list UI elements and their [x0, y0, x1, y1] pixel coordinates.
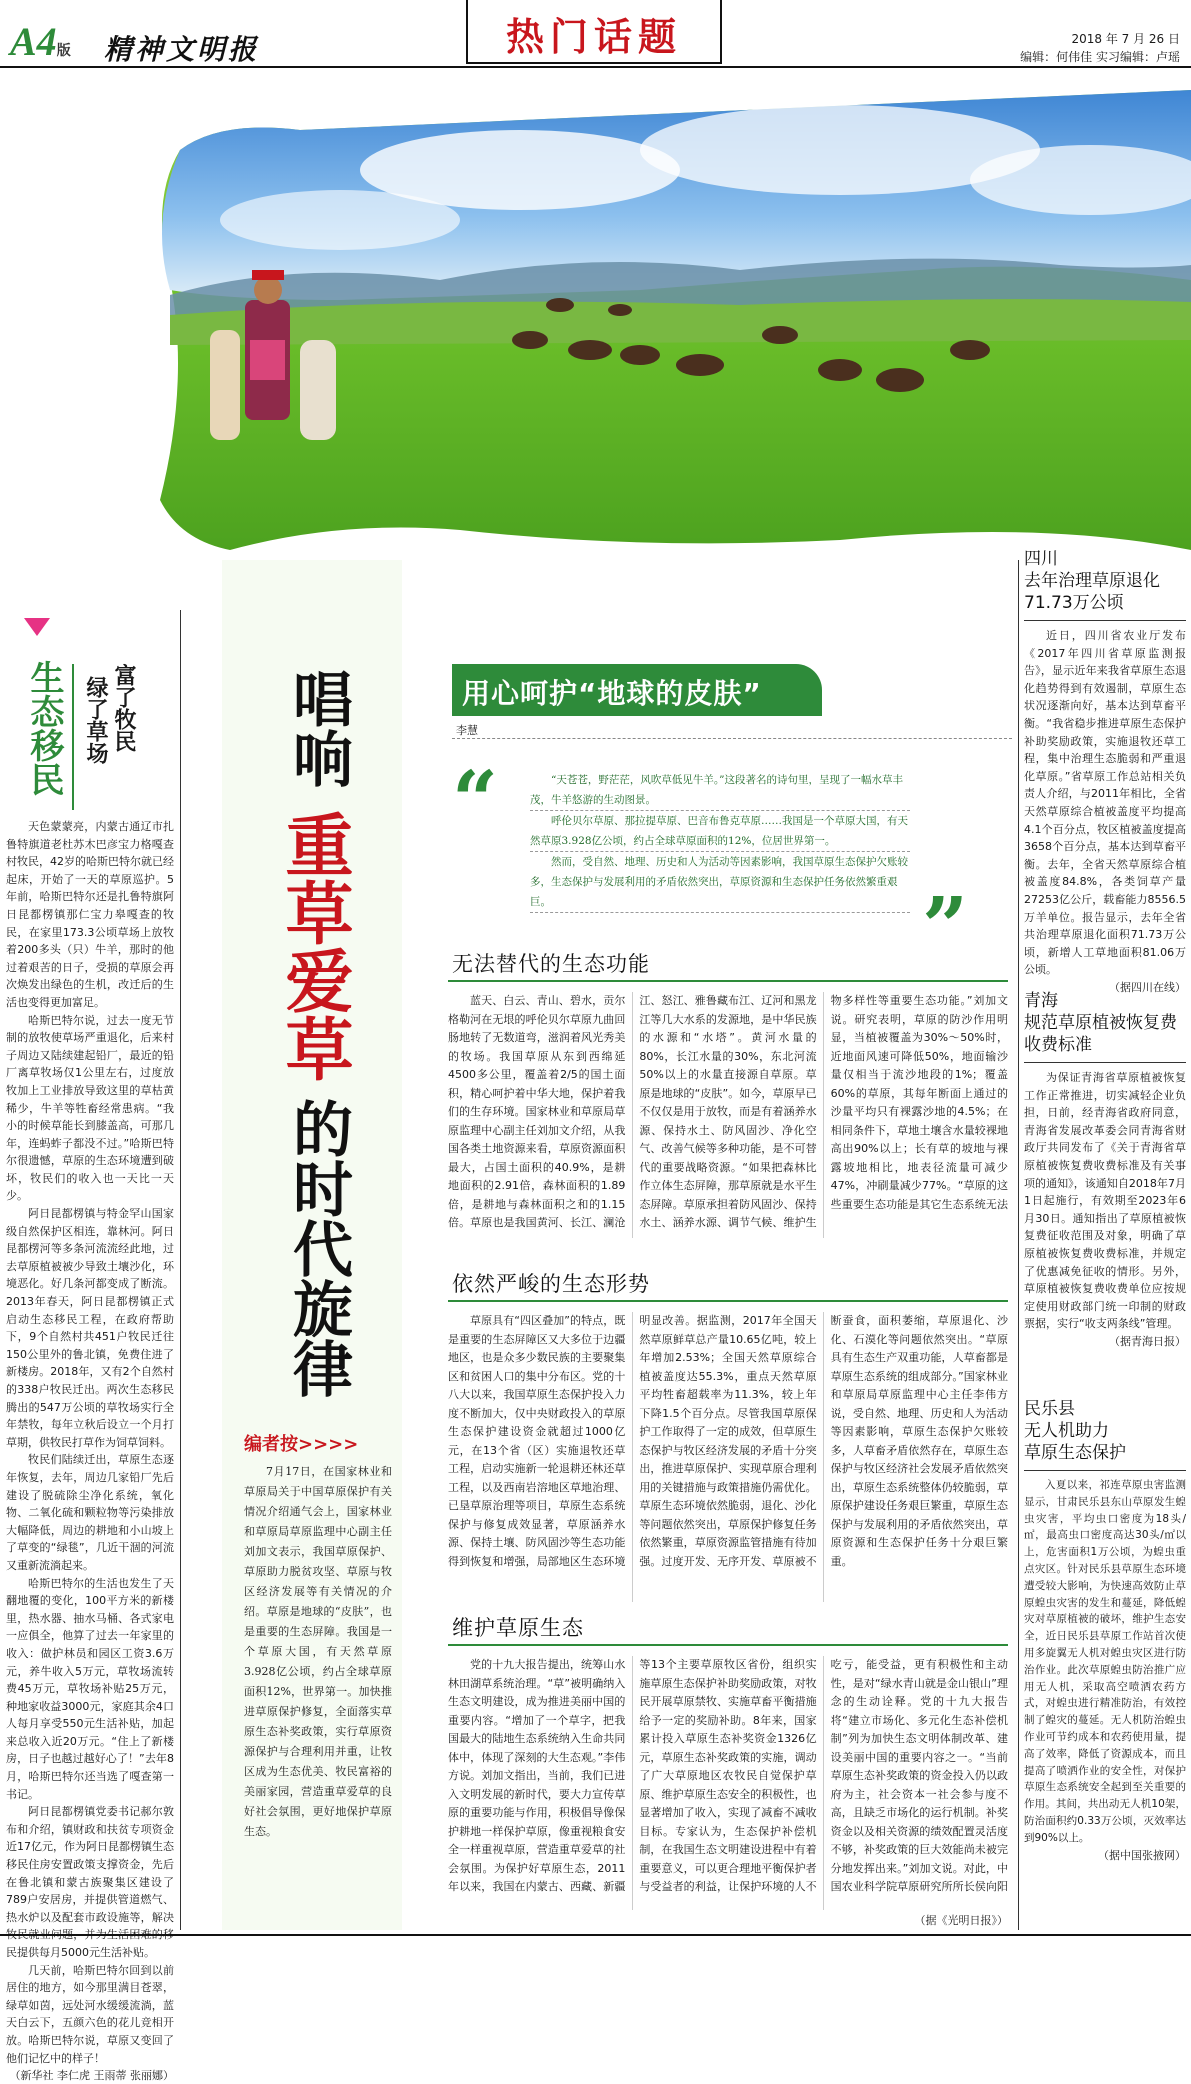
headline-part-1: 唱响	[283, 668, 353, 788]
page-header	[0, 0, 1191, 80]
feature-quote	[530, 770, 910, 913]
brief-qinghai-region: 青海	[1024, 991, 1058, 1011]
left-story	[6, 818, 174, 2084]
left-credit: （新华社 李仁虎 王雨蒂 张丽娜）	[9, 2069, 174, 2083]
brief-minle-region: 民乐县	[1024, 1399, 1075, 1419]
section-3-body	[448, 1656, 1008, 1910]
hero-photo	[140, 80, 1191, 560]
masthead: 精神文明报	[104, 33, 260, 66]
quote-line-1: “天苍苍，野茫茫，风吹草低见牛羊。”这段著名的诗句里，呈现了一幅水草丰茂，牛羊悠游的生动图景。	[530, 770, 910, 811]
feature-top-rule	[452, 738, 1012, 739]
issue-date: 2018 年 7 月 26 日	[1071, 32, 1180, 46]
left-para-4: 牧民们陆续迁出，草原生态逐年恢复，去年，周边几家铅厂先后建设了脱硫除尘净化系统，氧化物、二氧化硫和颗粒物等污染排放大幅降低，周边的耕地和小山坡上了草变的“绿毯”，几近干涸的河流又重新流淌起来。	[6, 1453, 174, 1572]
brief-qinghai	[1024, 990, 1186, 1350]
quote-close-mark: ”	[922, 879, 969, 973]
left-tag-divider	[72, 664, 74, 810]
left-para-5: 哈斯巴特尔的生活也发生了天翻地覆的变化，100平方米的新楼里，热水器、抽水马桶、各式家电一应俱全，他算了过去一年家里的收入：做护林员和园区工资3.6万元，养牛收入5万元，草牧场流转费45万元，草牧场补贴25万元，种地家收益3000元，家庭其余4口人每月享受550元生活补贴，加起来总收入近20万元。“住上了新楼房，日子也越过越好心了！”去年8月，哈斯巴特尔还当选了嘎查第一书记。	[6, 1576, 174, 1801]
section-3-rule	[448, 1644, 1008, 1646]
left-title-2: 绿了草场	[83, 676, 108, 764]
editors: 编辑：何伟佳 实习编辑：卢瑶	[1020, 50, 1180, 64]
page-number	[10, 18, 71, 65]
footer-rule	[0, 1934, 1191, 1936]
brief-sichuan-rule	[1024, 620, 1186, 621]
brief-sichuan-source: （据四川在线）	[1109, 980, 1186, 994]
left-tag: 生态移民	[24, 660, 64, 796]
feature-title: 用心呵护“地球的皮肤”	[462, 677, 762, 710]
brief-sichuan-region: 四川	[1024, 549, 1058, 569]
brief-minle-rule	[1024, 1470, 1186, 1471]
section-2-title: 依然严峻的生态形势	[452, 1272, 650, 1296]
brief-minle-text: 入夏以来，祁连草原虫害监测显示，甘肃民乐县东山草原发生蝗虫灾害，平均虫口密度为18头/㎡，最高虫口密度高达30头/㎡以上，危害面积1万公顷，为蝗虫重点灾区。针对民乐县草原生态环境遭受较大影响，为快速高效防止草原蝗虫灾害的发生和蔓延，降低蝗灾对草原植被的破坏，维护生态安全，近日民乐县草原工作站首次使用多旋翼无人机对蝗虫灾区进行防治作业。此次草原蝗虫防治推广应用无人机，采取高空喷洒农药方式，对蝗虫进行精准防治，有效控制了蝗灾的蔓延。无人机防治蝗虫作业可节约成本和农药使用量，提高了效率，降低了资源成本，而且提高了喷洒作业的安全性，对保护草原生态系统安全起到至关重要的作用。其间，共出动无人机10架，防治面积约0.33万公顷，灭效率达到90%以上。	[1024, 1479, 1186, 1844]
section-3-title: 维护草原生态	[452, 1616, 584, 1640]
brief-sichuan	[1024, 548, 1186, 996]
brief-sichuan-text: 近日，四川省农业厅发布《2017年四川省草原监测报告》，显示近年来我省草原生态退化趋势得到有效遏制，草原生态状况逐渐向好，基本达到草畜平衡。“我省稳步推进草原生态保护补助奖励政策，实施退牧还草工程，集中治理生态脆弱和严重退化草原。”省草原工作总站相关负责人介绍，与2011年相比，全省天然草原综合植被盖度平均提高4.1个百分点，牧区植被盖度提高3658个百分点，基本达到草畜平衡。去年，全省天然草原综合植被盖度84.8%，各类饲草产量27253亿公斤，载畜能力8556.5万羊单位。报告显示，去年全省共治理草原退化面积71.73万公顷，新增人工草地面积81.06万公顷。	[1024, 629, 1186, 977]
section-1-rule	[448, 980, 1008, 982]
brief-qinghai-rule	[1024, 1062, 1186, 1063]
editor-note-body: 7月17日，在国家林业和草原局关于中国草原保护有关情况介绍通气会上，国家林业和草原局草原监理中心副主任刘加文表示，我国草原保护、草原助力脱贫攻坚、草原与牧区经济发展等有关情况的介绍。草原是地球的“皮肤”，也是重要的生态屏障。我国是一个草原大国，有天然草原3.928亿公顷，约占全球草原面积12%，世界第一。加快推进草原保护修复，全面落实草原生态补奖政策，实行草原资源保护与合理利用并重，让牧区成为生态优美、牧民富裕的美丽家园，营造重草爱草的良好社会氛围，更好地保护草原生态。	[244, 1465, 392, 1838]
section-1-text: 蓝天、白云、青山、碧水，贡尔格勒河在无垠的呼伦贝尔草原九曲回肠地转了无数道弯，滋润着风光秀美的牧场。我国草原从东到西绵延4500多公里，覆盖着2/5的国土面积，精心呵护着中华大地，保护着我们的生存环境。国家林业和草原局草原监理中心副主任刘加文介绍，从我国各类土地资源来看，草原资源面积最大，占国土面积的40.9%，是耕地面积的2.91倍，森林面积的1.89倍，是耕地与森林面积之和的1.15倍。草原也是我国黄河、长江、澜沧江、怒江、雅鲁藏布江、辽河和黑龙江等几大水系的发源地，是中华民族的水源和“水塔”。黄河水量的80%，长江水量的30%，东北河流50%以上的水量直接源自草原。草原是地球的“皮肤”。如今，草原早已不仅仅是用于放牧，而是有着涵养水源、保持水土、防风固沙、净化空气、改善气候等多种功能，是不可替代的重要战略资源。“如果把森林比作立体生态屏障，那草原就是水平生态屏障。草原承担着防风固沙、保持水土、涵养水源、调节气候、维护生物多样性等重要生态功能。”刘加文说。研究表明，草原的防沙作用明显，当植被覆盖为30%～50%时，近地面风速可降低50%，地面输沙量仅相当于流沙地段的1%；覆盖60%的草原，其每年断面上通过的沙量平均只有裸露沙地的4.5%；在相同条件下，草地土壤含水量较裸地高出90%以上；长有草的坡地与裸露坡地相比，地表径流量可减少47%，冲刷量减少77%。“草原的这些重要生态功能是其它生态系统无法	[448, 994, 1008, 1229]
section-2-text: 草原具有“四区叠加”的特点，既是重要的生态屏障区又大多位于边疆地区，也是众多少数民族的主要聚集区和贫困人口的集中分布区。党的十八大以来，我国草原生态保护投入力度不断加大，仅中央财政投入的草原生态保护建设资金就超过1000亿元，在13个省（区）实施退牧还草工程，启动实施新一轮退耕还林还草工程，以及西南岩溶地区草地治理、已垦草原治理等项目，草原生态系统保护与修复成效显著，草原涵养水源、保持土壤、防风固沙等生态功能得到恢复和增强，局部地区生态环境明显改善。据监测，2017年全国天然草原鲜草总产量10.65亿吨，较上年增加2.53%；全国天然草原综合植被盖度达55.3%，重点天然草原平均牲畜超载率为11.3%，较上年下降1.5个百分点。尽管我国草原保护工作取得了一定的成效，但草原生态保护与牧区经济发展的矛盾十分突出，推进草原保护、实现草原合理利用的关键措施与政策措施仍需优化。草原生态环境依然脆弱，退化、沙化等问题依然突出，草原保护修复任务依然繁重，草原资源监管措施有待加强。过度开发、无序开发、草原被不断蚕食，面积萎缩，草原退化、沙化、石漠化等问题依然突出。“草原具有生态生产双重功能，人草畜都是草原生态系统的组成部分。”国家林业和草原局草原监理中心主任李伟方说，受自然、地理、历史和人为活动等因素影响，草原生态保护欠账较多，人草畜矛盾依然存在，草原生态保护与牧区经济社会发展矛盾依然突出，草原生态系统整体仍较脆弱，草原保护建设任务艰巨繁重，草原生态保护与发展利用的矛盾依然突出，草原资源和生态保护任务十分艰巨繁重。	[448, 1314, 1008, 1568]
brief-qinghai-text: 为保证青海省草原植被恢复工作正常推进，切实减轻企业负担，日前，经青海省政府同意，青海省发展改革委会同青海省财政厅共同发布了《关于青海省草原植被恢复费收费标准及有关事项的通知》，该通知自2018年7月1日起施行，有效期至2023年6月30日。通知指出了草原植被恢复费征收范围及对象，明确了草原植被恢复费收费标准，并规定了优惠减免征收的情形。另外，草原植被恢复费收费单位应按规定使用财政部门统一印制的财政票据，实行“收支两条线”管理。	[1024, 1071, 1186, 1331]
grassland-photo-svg	[140, 80, 1191, 560]
section-1-title: 无法替代的生态功能	[452, 952, 650, 976]
left-para-2: 哈斯巴特尔说，过去一度无节制的放牧使草场严重退化，后来村子周边又陆续建起铅厂，最近的铅厂离草牧场仅1公里左右，过度放牧加上工业排放导致这里的草枯黄稀少，牛羊等牲畜经常患病。“我小的时候草能长到膝盖高，可那几年，连蚂蚱子都没不过。”哈斯巴特尔很遗憾，草原的生态环境遭到破坏，牧民们的收入也一天比一天少。	[6, 1013, 174, 1203]
quote-line-3: 然而，受自然、地理、历史和人为活动等因素影响，我国草原生态保护欠账较多，生态保护与发展利用的矛盾依然突出，草原资源和生态保护任务依然繁重艰巨。	[530, 852, 910, 913]
section-1-body	[448, 992, 1008, 1238]
section-2-rule	[448, 1300, 1008, 1302]
brief-sichuan-title: 去年治理草原退化 71.73万公顷	[1024, 571, 1160, 613]
header-rule	[0, 66, 1191, 68]
headline-part-2: 重草爱草	[274, 810, 354, 1082]
section-2-body	[448, 1312, 1008, 1602]
section-title: 热门话题	[505, 15, 682, 59]
brief-minle-body	[1024, 1477, 1186, 1847]
quote-line-2: 呼伦贝尔草原、那拉提草原、巴音布鲁克草原……我国是一个草原大国，有天然草原3.928亿公顷，约占全球草原面积的12%，位居世界第一。	[530, 811, 910, 852]
section-title-box	[466, 0, 722, 64]
page-suffix: 版	[56, 44, 71, 59]
left-para-7: 几天前，哈斯巴特尔回到以前居住的地方，如今那里满目苍翠，绿草如茵，远处河水缓缓流淌，蓝天白云下，五颜六色的花儿竞相开放。哈斯巴特尔说，草原又变回了他们记忆中的样子！	[6, 1963, 174, 2065]
left-para-3: 阿日昆都楞镇与特金罕山国家级自然保护区相连，靠林河。阿日昆都楞河等多条河流流经此地，过去草原植被被少导致土壤沙化，环境恶化。好几条河都变成了断流。2013年春天，阿日昆都楞镇正式启动生态移民工程，在政府帮助下，9个自然村共451户牧民迁往150公里外的鲁北镇，免费住进了新楼房。2018年，又有2个自然村的338户牧民迁出。两次生态移民腾出的547万公顷的草牧场实行全年禁牧，每年立秋后设立一个月打草期，供牧民打草作为饲草饲料。	[6, 1207, 174, 1449]
brief-qinghai-source: （据青海日报）	[1109, 1334, 1186, 1348]
brief-qinghai-title: 规范草原植被恢复费 收费标准	[1024, 1013, 1177, 1055]
brief-sichuan-body	[1024, 627, 1186, 979]
left-para-6: 阿日昆都楞镇党委书记郝尔敦布和介绍，镇财政和扶贫专项资金近17亿元，作为阿日昆都楞镇生态移民住房安置政策支撑资金，先后在鲁北镇和蒙古族聚集区建设了789户安居房，并提供管道燃气、热水炉以及配套市政设施等，解决牧民就业问题，并为生活困难的移民提供每月5000元生活补贴。	[6, 1805, 174, 1959]
editor-note-label: 编者按>>>>	[244, 1434, 359, 1455]
section-3-credit: （据《光明日报》）	[914, 1914, 1008, 1927]
brief-minle-title: 无人机助力 草原生态保护	[1024, 1421, 1126, 1463]
headline-part-3: 的时代旋律	[283, 1098, 353, 1398]
left-tag-arrow	[24, 618, 50, 636]
brief-qinghai-body	[1024, 1069, 1186, 1333]
left-para-1: 天色蒙蒙亮，内蒙古通辽市扎鲁特旗道老杜苏木巴彦宝力格嘎查村牧民，42岁的哈斯巴特尔就已经起床，开始了一天的草原巡护。5年前，哈斯巴特尔还是扎鲁特旗阿日昆都楞镇那仁宝力皋嘎查的牧民，在家里173.3公顷草场上放牧着200多头（只）牛羊，那时的他过着艰苦的日子，受损的草原会再次焕发出绿色的生机，改迁后的生活也变得更加富足。	[6, 820, 174, 1009]
brief-minle	[1024, 1398, 1186, 1864]
editor-note-text	[244, 1462, 392, 1842]
page-number-text: A4	[10, 19, 57, 64]
left-title-1: 富了牧民	[111, 664, 136, 752]
feature-right-rule	[1018, 560, 1019, 1930]
section-3-text: 党的十九大报告提出，统筹山水林田湖草系统治理。“草”被明确纳入生态文明建设，成为推进美丽中国的重要内容。“增加了一个草字，把我国最大的陆地生态系统纳入生命共同体中，体现了深刻的大生态观。”李伟方说。刘加文指出，当前，我们已进入文明发展的新时代，要大力宣传草原的重要功能与作用，积极倡导像保护耕地一样保护草原，像重视粮食安全一样重视草原，营造重草爱草的社会氛围。为保护好草原生态，2011年以来，我国在内蒙古、西藏、新疆等13个主要草原牧区省份，组织实施草原生态保护补助奖励政策，对牧民开展草原禁牧、实施草畜平衡措施给予一定的奖励补助。8年来，国家累计投入草原生态补奖资金1326亿元，草原生态补奖政策的实施，调动了广大草原地区农牧民自觉保护草原、维护草原生态安全的积极性，也显著增加了收入，实现了减畜不减收目标。专家认为，生态保护补偿机制，在我国生态文明建设进程中有着重要意义，可以更合理地平衡保护者与受益者的利益，让保护环境的人不吃亏，能受益，更有积极性和主动性，是对“绿水青山就是金山银山”理念的生动诠释。党的十九大报告将“建立市场化、多元化生态补偿机制”列为加快生态文明体制改革、建设美丽中国的重要内容之一。“当前草原生态补奖政策的资金投入仍以政府为主，社会资本一社会参与度不高，且缺乏市场化的运行机制。补奖资金以及相关资源的绩效配置灵活度不够，补奖政策的巨大效能尚未被完分地发挥出来。”刘加文说。对此，中国农业科学院草原研究所所长侯向阳	[448, 1658, 1008, 1893]
quote-open-mark: “	[452, 753, 499, 847]
brief-minle-source: （据中国张掖网）	[1098, 1848, 1186, 1862]
left-column-rule	[180, 610, 181, 1930]
feature-author: 李慧	[456, 724, 478, 737]
